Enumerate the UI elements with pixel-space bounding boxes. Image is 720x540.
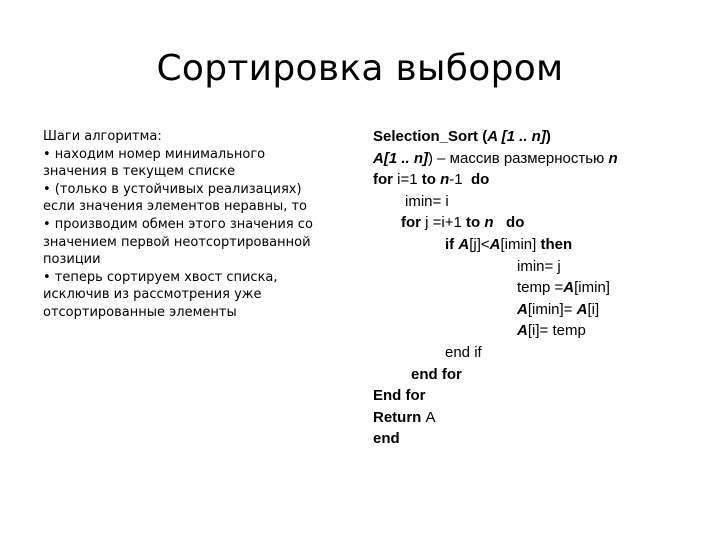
code-line-temp-assign bbox=[373, 277, 713, 299]
code-line-array-desc bbox=[373, 148, 713, 170]
code-token: end bbox=[373, 430, 400, 448]
code-token: A bbox=[489, 235, 501, 253]
code-token: j =i+1 bbox=[425, 214, 467, 232]
code-token: temp = bbox=[517, 279, 564, 297]
code-line-end-for-outer bbox=[373, 385, 713, 407]
code-line-return bbox=[373, 407, 713, 429]
code-line-if bbox=[373, 234, 713, 256]
code-token: [imin] bbox=[500, 235, 541, 253]
code-token: [i] bbox=[587, 300, 600, 318]
steps-line: • теперь сортируем хвост списка, bbox=[43, 269, 278, 285]
code-token: i=1 bbox=[397, 171, 422, 189]
code-token: A bbox=[563, 279, 575, 297]
code-token: [j]< bbox=[469, 235, 490, 253]
steps-line: отсортированные элементы bbox=[43, 304, 237, 320]
code-token: A [1 .. n] bbox=[487, 128, 546, 145]
code-line-imin-init bbox=[373, 191, 713, 213]
code-token: Selection_Sort ( bbox=[373, 128, 488, 145]
code-token: imin= i bbox=[405, 192, 449, 210]
code-token: n bbox=[440, 171, 450, 189]
code-line-end bbox=[373, 428, 713, 450]
code-token: ) – массив размерностью bbox=[428, 149, 609, 167]
code-line-end-for-inner bbox=[373, 364, 713, 386]
code-token: if bbox=[445, 235, 459, 253]
code-token: do bbox=[470, 171, 490, 189]
code-token: n bbox=[484, 214, 494, 232]
steps-line: Шаги алгоритма: bbox=[43, 129, 162, 144]
code-token: n bbox=[608, 149, 618, 167]
code-token: end for bbox=[411, 365, 462, 383]
code-token: [imin] bbox=[574, 279, 610, 297]
steps-line: • производим обмен этого значения со bbox=[43, 216, 313, 232]
code-line-signature bbox=[373, 126, 713, 148]
code-line-swap-2 bbox=[373, 320, 713, 342]
code-token: then bbox=[540, 235, 573, 253]
code-token: End for bbox=[373, 387, 426, 405]
steps-line: если значения элементов неравны, то bbox=[43, 199, 307, 215]
code-token: to bbox=[466, 214, 485, 232]
code-token: [i]= temp bbox=[527, 322, 586, 340]
code-token: A bbox=[576, 300, 588, 318]
steps-line: • (только в устойчивых реализациях) bbox=[43, 181, 302, 197]
code-line-inner-for bbox=[373, 212, 713, 234]
code-token: for bbox=[401, 214, 426, 232]
code-line-swap-1 bbox=[373, 299, 713, 321]
code-line-end-if bbox=[373, 342, 713, 364]
steps-line: значения в текущем списке bbox=[43, 164, 236, 180]
code-token: A bbox=[458, 235, 470, 253]
algorithm-steps-text bbox=[43, 128, 353, 322]
code-token: do bbox=[493, 214, 525, 232]
code-token: ) bbox=[545, 128, 551, 145]
code-token: Return bbox=[373, 408, 426, 426]
pseudocode-block bbox=[373, 126, 713, 450]
code-token: to bbox=[421, 171, 441, 189]
code-token: -1 bbox=[449, 171, 471, 189]
code-token: A bbox=[517, 300, 528, 318]
steps-line: позиции bbox=[43, 252, 101, 268]
code-line-outer-for bbox=[373, 169, 713, 191]
steps-line: исключив из рассмотрения уже bbox=[43, 287, 262, 303]
code-token: A[1 .. n] bbox=[373, 149, 428, 167]
code-token: A bbox=[517, 322, 528, 340]
steps-line: значением первой неотсортированной bbox=[43, 234, 311, 250]
slide-title: Сортировка выбором bbox=[156, 48, 564, 89]
code-token: imin= j bbox=[517, 257, 561, 275]
code-token: end if bbox=[445, 343, 482, 361]
steps-line: • находим номер минимального bbox=[43, 146, 266, 162]
code-token: for bbox=[373, 171, 398, 189]
code-token: A bbox=[425, 408, 436, 426]
code-token: [imin]= bbox=[527, 300, 577, 318]
code-line-imin-assign bbox=[373, 256, 713, 278]
